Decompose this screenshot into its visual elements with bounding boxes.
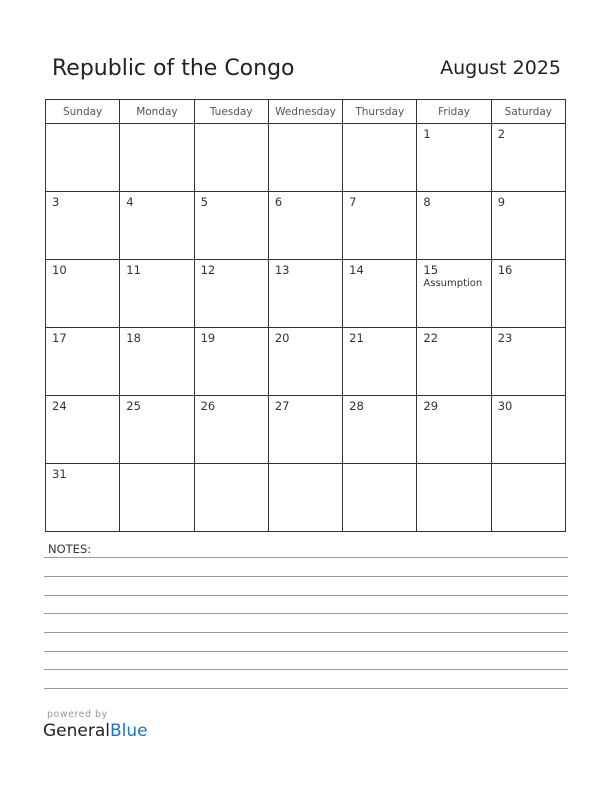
weekday-header: Friday: [417, 100, 491, 124]
day-cell: [194, 328, 268, 396]
day-number: 19: [200, 331, 216, 345]
day-cell: [46, 396, 120, 464]
weekday-header: Monday: [120, 100, 194, 124]
day-number: 15: [423, 263, 439, 277]
day-cell: [120, 328, 194, 396]
day-cell: [46, 192, 120, 260]
empty-day-cell: [120, 464, 194, 532]
notes-line: [44, 669, 568, 670]
notes-line: [44, 557, 568, 558]
empty-day-cell: [194, 464, 268, 532]
day-cell: [120, 192, 194, 260]
day-cell: [491, 260, 565, 328]
day-number: 20: [274, 331, 290, 345]
day-number: 13: [274, 263, 290, 277]
empty-day-cell: [343, 464, 417, 532]
notes-line: [44, 576, 568, 577]
day-cell: [194, 260, 268, 328]
day-cell: [268, 260, 342, 328]
day-cell: [417, 328, 491, 396]
day-number: 14: [349, 263, 364, 277]
weekday-header: Saturday: [491, 100, 565, 124]
calendar-week-row: [46, 124, 566, 192]
weekday-header: Tuesday: [194, 100, 268, 124]
empty-day-cell: [343, 124, 417, 192]
day-cell: [343, 260, 417, 328]
day-number: 21: [349, 331, 364, 345]
day-cell: [343, 396, 417, 464]
day-number: 5: [200, 195, 208, 209]
day-number: 4: [126, 195, 134, 209]
day-cell: [417, 260, 491, 328]
day-number: 30: [497, 399, 513, 413]
calendar-week-row: [46, 464, 566, 532]
notes-line: [44, 651, 568, 652]
calendar-week-row: [46, 328, 566, 396]
brand-general: General: [43, 721, 110, 741]
calendar-week-row: [46, 260, 566, 328]
notes-label: NOTES:: [48, 542, 92, 556]
empty-day-cell: [417, 464, 491, 532]
day-cell: [120, 260, 194, 328]
day-number: 7: [349, 195, 357, 209]
day-number: 6: [274, 195, 283, 209]
calendar-grid: [45, 99, 566, 532]
day-cell: [268, 328, 342, 396]
empty-day-cell: [46, 124, 120, 192]
day-number: 9: [497, 195, 506, 209]
generalblue-logo[interactable]: [43, 721, 148, 741]
day-number: 11: [126, 263, 141, 277]
day-cell: [417, 396, 491, 464]
empty-day-cell: [268, 464, 342, 532]
day-cell: [46, 464, 120, 532]
day-cell: [268, 192, 342, 260]
day-cell: [417, 192, 491, 260]
day-number: 26: [200, 399, 216, 413]
day-cell: [268, 396, 342, 464]
day-cell: [417, 124, 491, 192]
day-cell: [46, 328, 120, 396]
day-number: 8: [423, 195, 431, 209]
calendar-week-row: [46, 396, 566, 464]
day-number: 2: [497, 127, 506, 141]
day-number: 28: [349, 399, 364, 413]
day-number: 23: [497, 331, 513, 345]
day-number: 3: [52, 195, 60, 209]
notes-line: [44, 595, 568, 596]
day-number: 27: [274, 399, 290, 413]
day-number: 29: [423, 399, 439, 413]
brand-blue: Blue: [110, 721, 148, 741]
day-number: 1: [423, 127, 431, 141]
day-cell: [491, 124, 565, 192]
day-cell: [343, 328, 417, 396]
calendar-month: August 2025: [440, 57, 561, 79]
day-number: 12: [200, 263, 216, 277]
day-cell: [491, 328, 565, 396]
day-cell: [343, 192, 417, 260]
weekday-header-row: [46, 100, 566, 124]
notes-line: [44, 632, 568, 633]
empty-day-cell: [194, 124, 268, 192]
day-number: 25: [126, 399, 141, 413]
calendar-week-row: [46, 192, 566, 260]
weekday-header: Sunday: [46, 100, 120, 124]
weekday-header: Wednesday: [268, 100, 342, 124]
day-number: 18: [126, 331, 141, 345]
notes-line: [44, 613, 568, 614]
day-number: 10: [52, 263, 67, 277]
holiday-label: Assumption: [423, 278, 483, 289]
day-number: 24: [52, 399, 67, 413]
day-cell: [491, 192, 565, 260]
day-cell: [491, 396, 565, 464]
day-cell: [120, 396, 194, 464]
day-number: 17: [52, 331, 67, 345]
day-cell: [194, 396, 268, 464]
day-cell: [46, 260, 120, 328]
calendar-title: Republic of the Congo: [52, 56, 295, 81]
day-cell: [194, 192, 268, 260]
empty-day-cell: [268, 124, 342, 192]
empty-day-cell: [491, 464, 565, 532]
day-number: 16: [497, 263, 513, 277]
day-number: 22: [423, 331, 439, 345]
calendar-body: [46, 124, 566, 532]
powered-by-text: powered by: [47, 709, 108, 720]
notes-line: [44, 688, 568, 689]
weekday-header: Thursday: [343, 100, 417, 124]
empty-day-cell: [120, 124, 194, 192]
day-number: 31: [52, 467, 67, 481]
